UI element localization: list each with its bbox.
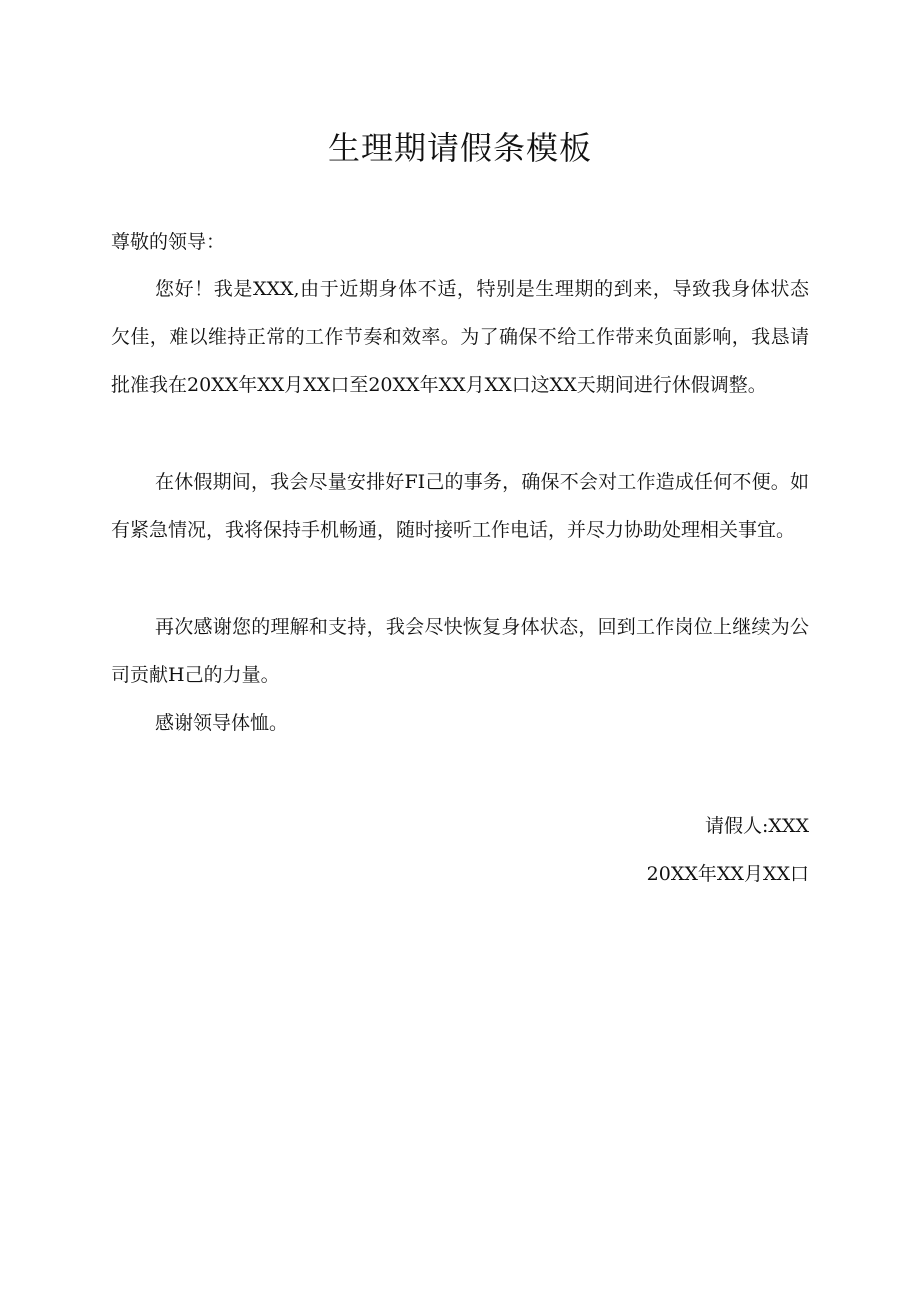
paragraph-request: 您好！我是XXX,由于近期身体不适，特别是生理期的到来，导致我身体状态欠佳，难以维持正常的工作节奏和效率。为了确保不给工作带来负面影响，我恳请批准我在20XX年XX月XX口至20XX年XX月XX口这XX天期间进行休假调整。 xyxy=(111,278,809,396)
salutation: 尊敬的领导： xyxy=(111,231,226,253)
signature-name: 请假人:XXX xyxy=(705,815,809,837)
document-title: 生理期请假条模板 xyxy=(327,129,592,167)
signature-date: 20XX年XX月XX口 xyxy=(646,863,809,885)
paragraph-closing: 感谢领导体恤。 xyxy=(155,712,289,734)
paragraph-arrangement: 在休假期间，我会尽量安排好FI己的事务，确保不会对工作造成任何不便。如有紧急情况，我将保持手机畅通，随时接听工作电话，并尽力协助处理相关事宜。 xyxy=(111,471,809,541)
paragraph-thanks: 再次感谢您的理解和支持，我会尽快恢复身体状态，回到工作岗位上继续为公司贡献H己的力量。 xyxy=(111,616,809,686)
